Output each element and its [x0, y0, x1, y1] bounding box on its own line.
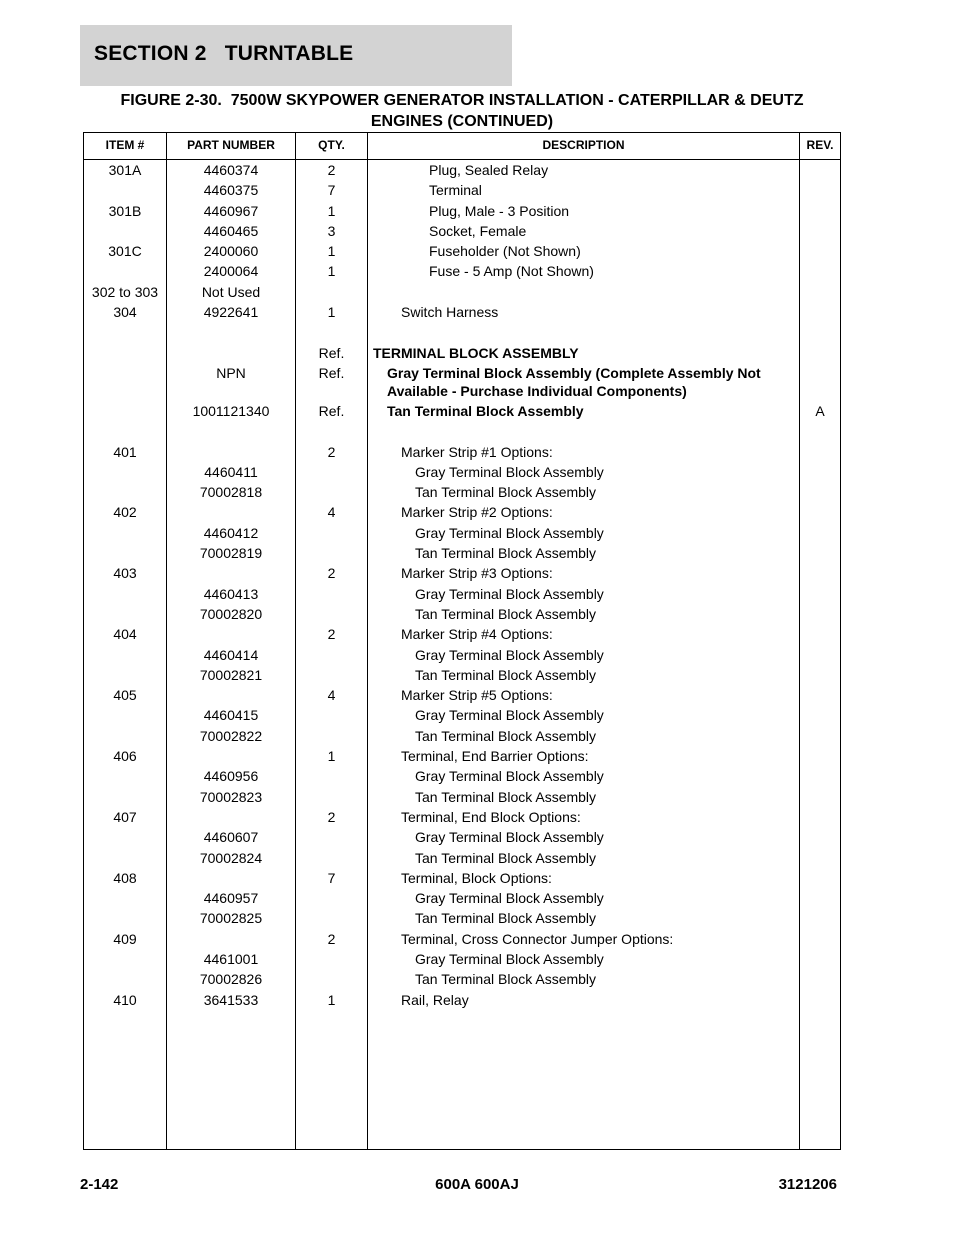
qty-cell: 1: [327, 263, 336, 280]
table-row: [84, 685, 840, 705]
part-number-cell: 4460956: [203, 768, 259, 785]
part-number-cell: 4460967: [203, 202, 259, 219]
qty-cell: 2: [327, 930, 336, 947]
description-cell: Marker Strip #3 Options:: [401, 565, 553, 582]
table-row: [84, 282, 840, 302]
qty-cell: Ref.: [318, 364, 345, 381]
header-description: DESCRIPTION: [542, 138, 625, 152]
header-part-number: PART NUMBER: [187, 138, 275, 152]
table-row: [84, 401, 840, 421]
table-row: [84, 442, 840, 462]
table-row: [84, 929, 840, 949]
qty-cell: 4: [327, 687, 336, 704]
header-item: ITEM #: [105, 138, 145, 152]
table-row: [84, 766, 840, 786]
part-number-cell: 4460414: [203, 646, 259, 663]
table-row: [84, 543, 840, 563]
item-cell: 409: [113, 930, 137, 947]
qty-cell: 2: [327, 443, 336, 460]
part-number-cell: 4460607: [203, 829, 259, 846]
description-cell: Terminal, Block Options:: [401, 869, 552, 886]
table-row: [84, 787, 840, 807]
qty-cell: 2: [327, 162, 336, 178]
qty-cell: 1: [327, 991, 336, 1008]
qty-cell: 3: [327, 222, 336, 239]
part-number-cell: 4460375: [203, 182, 259, 199]
description-cell: Gray Terminal Block Assembly: [415, 707, 604, 724]
description-cell: Plug, Sealed Relay: [429, 162, 549, 178]
description-cell: Tan Terminal Block Assembly: [415, 788, 597, 805]
part-number-cell: NPN: [216, 364, 246, 381]
table-row: [84, 726, 840, 746]
qty-cell: 1: [327, 304, 336, 321]
part-number-cell: 70002823: [199, 788, 263, 805]
part-number-cell: 70002826: [199, 971, 263, 988]
description-cell: Tan Terminal Block Assembly: [415, 910, 597, 927]
document-number: 3121206: [778, 1176, 837, 1193]
table-row: [84, 221, 840, 241]
part-number-cell: Not Used: [201, 283, 261, 300]
description-cell: Tan Terminal Block Assembly: [415, 484, 597, 501]
qty-cell: 7: [327, 869, 336, 886]
table-row: [84, 868, 840, 888]
item-cell: 404: [113, 626, 137, 643]
item-cell: 301A: [108, 162, 142, 178]
item-cell: 304: [113, 304, 137, 321]
table-row: [84, 807, 840, 827]
description-cell: Fuseholder (Not Shown): [429, 243, 581, 260]
item-cell: 405: [113, 687, 137, 704]
table-row: [84, 462, 840, 482]
table-row: [84, 482, 840, 502]
table-row: [84, 241, 840, 261]
description-cell: Tan Terminal Block Assembly: [415, 971, 597, 988]
part-number-cell: 70002821: [199, 666, 263, 683]
table-row: [84, 705, 840, 725]
table-body: [84, 160, 840, 1010]
qty-cell: 2: [327, 808, 336, 825]
description-cell: Marker Strip #2 Options:: [401, 504, 553, 521]
part-number-cell: 4460465: [203, 222, 259, 239]
part-number-cell: 4460415: [203, 707, 259, 724]
part-number-cell: 4460957: [203, 890, 259, 907]
item-cell: 403: [113, 565, 137, 582]
figure-title: [84, 90, 840, 132]
description-cell: Socket, Female: [429, 222, 527, 239]
description-cell: Terminal, Cross Connector Jumper Options:: [401, 930, 674, 947]
qty-cell: 1: [327, 748, 336, 765]
description-cell: Gray Terminal Block Assembly: [415, 646, 604, 663]
item-cell: 302 to 303: [91, 283, 159, 300]
section-banner: [80, 25, 512, 86]
description-cell: Fuse - 5 Amp (Not Shown): [429, 263, 594, 280]
table-row: [84, 665, 840, 685]
part-number-cell: 2400060: [203, 243, 259, 260]
part-number-cell: 70002822: [199, 727, 263, 744]
table-row: [84, 201, 840, 221]
part-number-cell: 4460413: [203, 585, 259, 602]
description-cell: Gray Terminal Block Assembly: [415, 585, 604, 602]
table-row: [84, 584, 840, 604]
table-row: [84, 624, 840, 644]
description-cell: Tan Terminal Block Assembly: [415, 666, 597, 683]
description-cell: TERMINAL BLOCK ASSEMBLY: [373, 344, 579, 361]
description-cell: Terminal: [429, 182, 482, 199]
table-row: [84, 363, 840, 381]
description-cell: Plug, Male - 3 Position: [429, 202, 570, 219]
description-cell: Marker Strip #5 Options:: [401, 687, 553, 704]
description-cell: Tan Terminal Block Assembly: [415, 545, 597, 562]
item-cell: 401: [113, 443, 137, 460]
part-number-cell: 4461001: [203, 950, 259, 967]
item-cell: 402: [113, 504, 137, 521]
description-cell: Gray Terminal Block Assembly: [415, 524, 604, 541]
table-row: [84, 261, 840, 281]
part-number-cell: 70002820: [199, 605, 263, 622]
qty-cell: 1: [327, 243, 336, 260]
header-qty: QTY.: [318, 138, 345, 152]
part-number-cell: 4460374: [203, 162, 259, 178]
qty-cell: 1: [327, 202, 336, 219]
part-number-cell: 1001121340: [192, 402, 270, 419]
item-cell: 410: [113, 991, 137, 1008]
part-number-cell: 4922641: [203, 304, 259, 321]
qty-cell: 2: [327, 565, 336, 582]
description-cell: Tan Terminal Block Assembly: [415, 849, 597, 866]
table-header: [84, 133, 840, 160]
parts-table: [83, 132, 841, 1150]
table-row: [84, 523, 840, 543]
table-row: [84, 381, 840, 401]
part-number-cell: 70002818: [199, 484, 263, 501]
figure-title-line-2: ENGINES (CONTINUED): [370, 113, 554, 130]
table-row: [84, 827, 840, 847]
item-cell: 407: [113, 808, 137, 825]
part-number-cell: 2400064: [203, 263, 259, 280]
table-row: [84, 322, 840, 342]
qty-cell: 7: [327, 182, 336, 199]
section-title: SECTION 2 TURNTABLE: [94, 42, 354, 65]
description-cell: Tan Terminal Block Assembly: [415, 727, 597, 744]
description-cell: Switch Harness: [401, 304, 499, 321]
page-number: 2-142: [80, 1176, 119, 1193]
table-row: [84, 604, 840, 624]
description-cell: Gray Terminal Block Assembly: [415, 829, 604, 846]
table-row: [84, 908, 840, 928]
qty-cell: Ref.: [318, 402, 345, 419]
table-row: [84, 563, 840, 583]
part-number-cell: 70002819: [199, 545, 263, 562]
description-cell: Gray Terminal Block Assembly: [415, 463, 604, 480]
part-number-cell: 4460412: [203, 524, 259, 541]
description-cell: Available - Purchase Individual Components): [387, 382, 687, 399]
table-row: [84, 969, 840, 989]
table-row: [84, 180, 840, 200]
model-number: 600A 600AJ: [435, 1176, 519, 1193]
description-cell: Gray Terminal Block Assembly: [415, 950, 604, 967]
item-cell: 406: [113, 748, 137, 765]
description-cell: Marker Strip #4 Options:: [401, 626, 553, 643]
table-row: [84, 990, 840, 1010]
item-cell: 408: [113, 869, 137, 886]
part-number-cell: 4460411: [204, 463, 258, 480]
description-cell: Gray Terminal Block Assembly: [415, 890, 604, 907]
table-row: [84, 645, 840, 665]
rev-cell: A: [815, 402, 825, 419]
table-row: [84, 302, 840, 322]
qty-cell: 2: [327, 626, 336, 643]
table-row: [84, 949, 840, 969]
description-cell: Gray Terminal Block Assembly: [415, 768, 604, 785]
figure-title-line-1: FIGURE 2-30. 7500W SKYPOWER GENERATOR INSTALLATION - CATERPILLAR & DEUTZ: [120, 92, 804, 109]
table-row: [84, 746, 840, 766]
table-row: [84, 421, 840, 441]
part-number-cell: 3641533: [203, 991, 259, 1008]
item-cell: 301C: [108, 243, 142, 260]
description-cell: Gray Terminal Block Assembly (Complete Assembly Not: [387, 364, 761, 381]
description-cell: Rail, Relay: [401, 991, 469, 1008]
part-number-cell: 70002825: [199, 910, 263, 927]
part-number-cell: 70002824: [199, 849, 263, 866]
table-row: [84, 160, 840, 180]
table-row: [84, 343, 840, 363]
qty-cell: 4: [327, 504, 336, 521]
qty-cell: Ref.: [318, 344, 345, 361]
description-cell: Terminal, End Block Options:: [401, 808, 581, 825]
table-row: [84, 848, 840, 868]
description-cell: Marker Strip #1 Options:: [401, 443, 553, 460]
table-row: [84, 502, 840, 522]
table-row: [84, 888, 840, 908]
description-cell: Tan Terminal Block Assembly: [415, 605, 597, 622]
description-cell: Terminal, End Barrier Options:: [401, 748, 589, 765]
description-cell: Tan Terminal Block Assembly: [387, 402, 584, 419]
item-cell: 301B: [108, 202, 142, 219]
header-rev: REV.: [806, 138, 834, 152]
